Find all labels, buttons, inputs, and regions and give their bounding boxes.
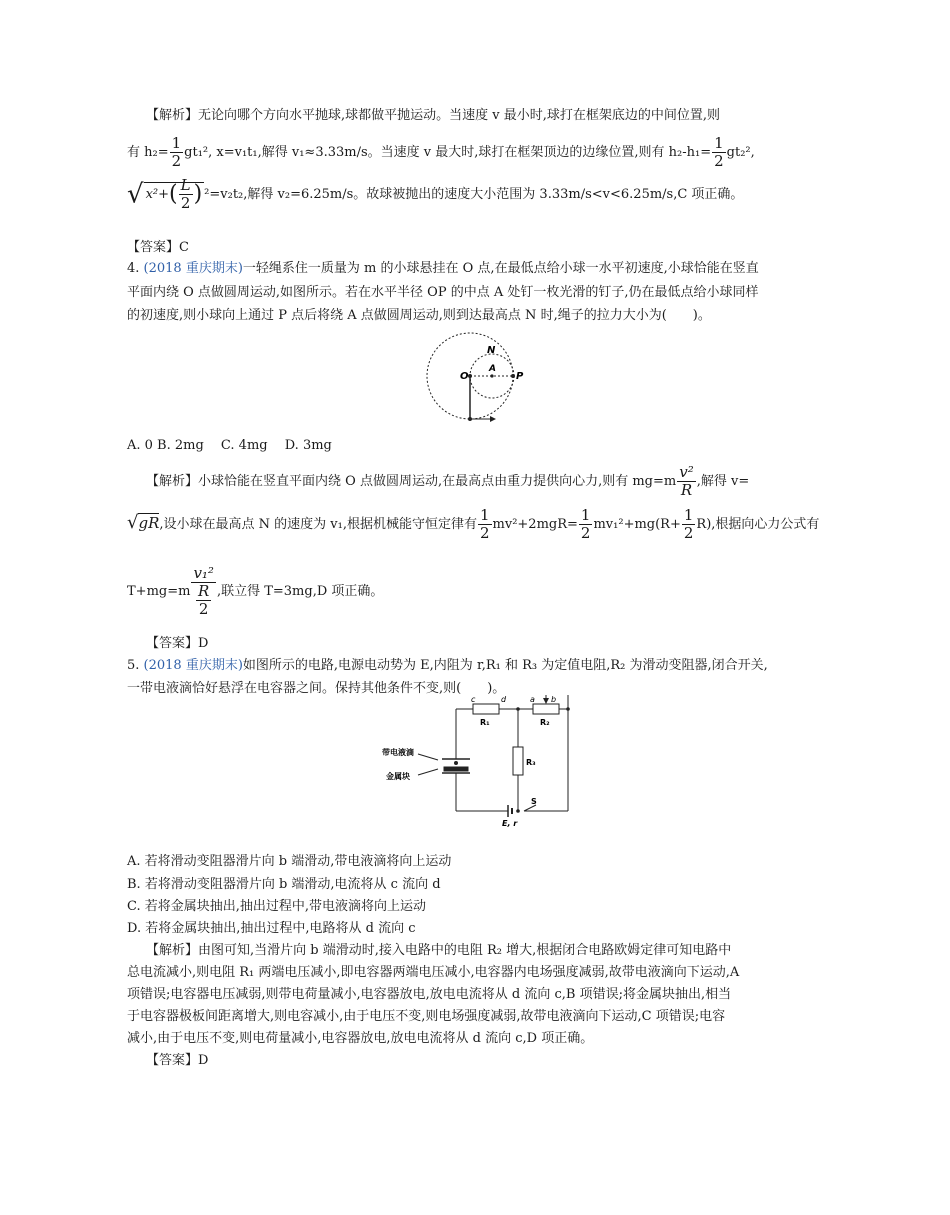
analysis-5-line-4: 于电容器极板间距离增大,则电容减小,由于电压不变,则电场强度减弱,故带电液滴向下运动,C 项错误;电容 bbox=[127, 1009, 726, 1024]
svg-text:b: b bbox=[551, 695, 557, 704]
fraction-L-over-2: $\frac{L}{2}$ bbox=[180, 176, 191, 212]
question-4-line-3: 的初速度,则小球向上通过 P 点后将绕 A 点做圆周运动,则到达最高点 N 时,绳子的拉力大小为( )。 bbox=[127, 308, 711, 323]
label-droplet: 带电液滴 bbox=[382, 748, 414, 757]
svg-text:a: a bbox=[530, 695, 535, 704]
label-metal-block: 金属块 bbox=[386, 772, 410, 781]
sqrt-symbol: √ bbox=[127, 179, 144, 210]
circuit-diagram bbox=[378, 693, 578, 828]
analysis-5-line-1: 【解析】由图可知,当滑片向 b 端滑动时,接入电路中的电阻 R₂ 增大,根据闭合电路欧姆定律可知电路中 bbox=[146, 943, 732, 958]
fraction-v2-over-R: $\frac{\text{v²}}{R}$ bbox=[679, 463, 694, 499]
analysis-4-line-1: 【解析】小球恰能在竖直平面内绕 O 点做圆周运动,在最高点由重力提供向心力,则有 mg=m $\frac{\text{v²}}{R}$ ,解得 v= bbox=[146, 463, 750, 499]
question-4-line-1: 4. (2018 重庆期末)一轻绳系住一质量为 m 的小球悬挂在 O 点,在最低点给小球一水平初速度,小球恰能在竖直 bbox=[127, 261, 759, 276]
option-B: B. 若将滑动变阻器滑片向 b 端滑动,电流将从 c 流向 d bbox=[127, 877, 441, 892]
question-5-line-1: 5. (2018 重庆期末)如图所示的电路,电源电动势为 E,内阻为 r,R₁ 和 R₃ 为定值电阻,R₂ 为滑动变阻器,闭合开关, bbox=[127, 658, 768, 673]
label-A: A bbox=[489, 364, 496, 374]
svg-text:S: S bbox=[531, 797, 537, 806]
option-D: D. 若将金属块抽出,抽出过程中,电路将从 d 流向 c bbox=[127, 921, 416, 936]
analysis-3-line-3: √ x²+( $\frac{L}{2}$ ) ²=v₂t₂,解得 v₂=6.25m/s。故球被抛出的速度大小范围为 3.33m/s<v<6.25m/s,C 项正确。 bbox=[127, 176, 744, 212]
source-tag: (2018 重庆期末) bbox=[143, 658, 243, 673]
analysis-3-line-1: 【解析】无论向哪个方向水平抛球,球都做平抛运动。当速度 v 最小时,球打在框架底边的中间位置,则 bbox=[146, 108, 721, 123]
circle-diagram bbox=[420, 327, 540, 429]
analysis-4-line-3: T+mg=m $\frac{\text{v₁²}}{\frac{R}{2}}$ ,联立得 T=3mg,D 项正确。 bbox=[127, 564, 384, 618]
svg-text:c: c bbox=[471, 695, 476, 704]
question-4-line-2: 平面内绕 O 点做圆周运动,如图所示。若在水平半径 OP 的中点 A 处钉一枚光滑的钉子,仍在最低点给小球同样 bbox=[127, 285, 759, 300]
answer-4: 【答案】D bbox=[146, 636, 209, 651]
option-A: A. 若将滑动变阻器滑片向 b 端滑动,带电液滴将向上运动 bbox=[127, 854, 452, 869]
fraction-half: $\frac{1}{2}$ bbox=[171, 134, 182, 170]
option-C: C. 若将金属块抽出,抽出过程中,带电液滴将向上运动 bbox=[127, 899, 427, 914]
label-O: O bbox=[460, 371, 469, 382]
label-N: N bbox=[487, 345, 496, 356]
analysis-4-line-2: √gR,设小球在最高点 N 的速度为 v₁,根据机械能守恒定律有 $\frac{1}{2}$ mv²+2mgR= $\frac{1}{2}$ mv₁²+mg(R+ $\frac{1}{2}$ R),根据向心力公式有 bbox=[127, 506, 820, 542]
analysis-5-line-5: 减小,由于电压不变,则电荷量减小,电容器放电,放电电流将从 d 流向 c,D 项正确。 bbox=[127, 1031, 594, 1046]
label-P: P bbox=[516, 371, 524, 382]
answer-3: 【答案】C bbox=[127, 240, 189, 255]
analysis-5-line-2: 总电流减小,则电阻 R₁ 两端电压减小,即电容器两端电压减小,电容器内电场强度减弱,故带电液滴向下运动,A bbox=[127, 965, 740, 980]
analysis-3-line-2: 有 h₂= $\frac{1}{2}$ gt₁², x=v₁t₁,解得 v₁≈3.33m/s。当速度 v 最大时,球打在框架顶边的边缘位置,则有 h₂-h₁= $\frac{1}{2}$ gt₂², bbox=[127, 134, 755, 170]
fraction-half: $\frac{1}{2}$ bbox=[714, 134, 724, 170]
question-5-line-2: 一带电液滴恰好悬浮在电容器之间。保持其他条件不变,则( )。 bbox=[127, 681, 506, 696]
svg-text:R₁: R₁ bbox=[480, 718, 490, 727]
fraction-v1sq-over-R-half: $\frac{\text{v₁²}}{\frac{R}{2}}$ bbox=[193, 564, 214, 618]
answer-5: 【答案】D bbox=[146, 1053, 209, 1068]
svg-text:E, r: E, r bbox=[502, 819, 518, 828]
svg-text:R₂: R₂ bbox=[540, 718, 550, 727]
source-tag: (2018 重庆期末) bbox=[143, 261, 243, 276]
analysis-tag: 【解析】 bbox=[146, 108, 199, 123]
svg-text:R₃: R₃ bbox=[526, 758, 536, 767]
svg-text:d: d bbox=[501, 695, 507, 704]
analysis-5-line-3: 项错误;电容器电压减弱,则带电荷量减小,电容器放电,放电电流将从 d 流向 c,B 项错误;将金属块抽出,相当 bbox=[127, 987, 732, 1002]
sqrt-symbol: √ bbox=[127, 512, 139, 533]
question-4-options: A. 0 B. 2mg C. 4mg D. 3mg bbox=[127, 438, 332, 453]
